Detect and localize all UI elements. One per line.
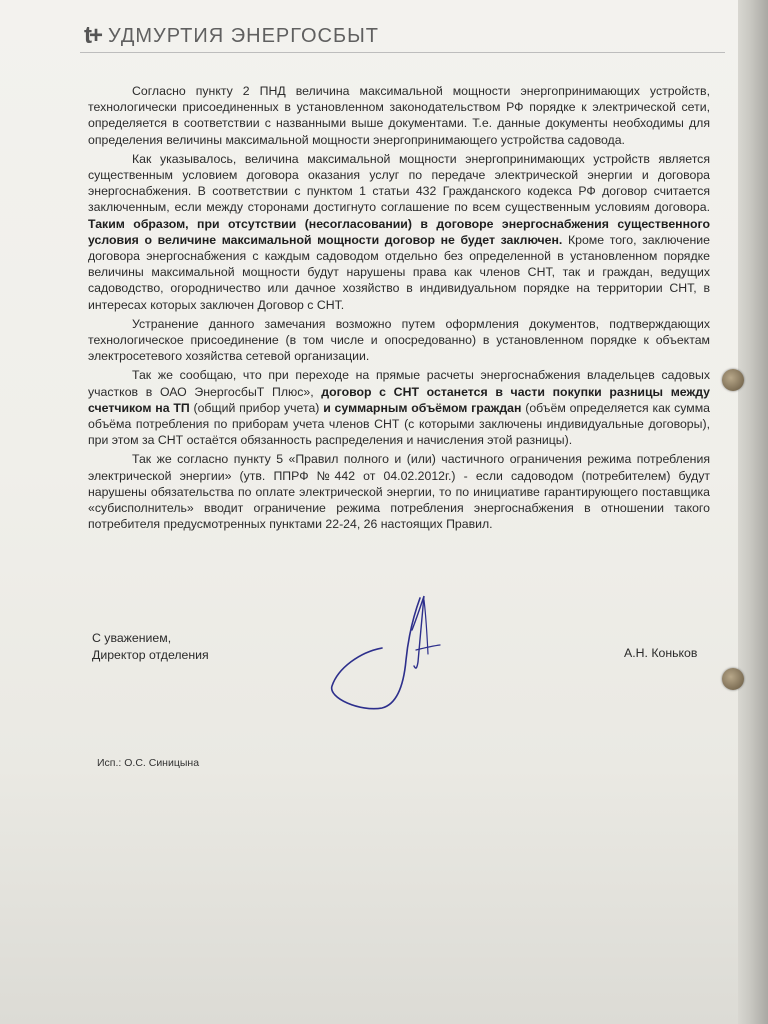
bold-volume-clause: и суммарным объёмом граждан	[323, 400, 522, 415]
punch-hole-bottom	[722, 668, 744, 690]
paragraph-1: Согласно пункту 2 ПНД величина максимальной мощности энергопринимающих устройств, технологически присоединенных в установленном законодательством РФ порядке к электрической сети, определяется в соответствии с названными выше документами. Т.е. данные документы необходимы для определения величины максимальной мощности энергопринимающего устройства садовода.	[88, 84, 710, 147]
bold-statement: Таким образом, при отсутствии (несогласовании) в договоре энергоснабжения существенного условия о величине максимальной мощности договор не будет заключен.	[88, 216, 710, 247]
company-logo	[84, 22, 379, 50]
paragraph-3: Устранение данного замечания возможно путем оформления документов, подтверждающих технологическое присоединение (в том числе и опосредованно) в установленном порядке к объектам электросетевого хозяйства сетевой организации.	[88, 316, 710, 364]
closing-block	[92, 630, 209, 664]
company-name: УДМУРТИЯ ЭНЕРГОСБЫТ	[108, 24, 380, 47]
paragraph-2: Как указывалось, величина максимальной мощности энергопринимающих устройств является существенным условием договора оказания услуг по передаче электрической энергии и договора энергоснабжения. В соответствии с пунктом 1 статьи 432 Гражданского кодекса РФ договор считается заключенным, если между сторонами достигнуто соглашение по всем существенным условиям договора. Таким образом, при отсутствии (несогласовании) в договоре энергоснабжения существенного условия о величине максимальной мощности договор не будет заключен. Кроме того, заключение договора энергоснабжения с каждым садоводом отдельно без определенной в установленном порядке величины максимальной мощности будут нарушены права как членов СНТ, так и граждан, ведущих садоводство, огородничество или дачное хозяйство в индивидуальном порядке на территории СНТ, в интересах которых заключен Договор с СНТ.	[88, 151, 710, 312]
executor-note: Исп.: О.С. Синицына	[97, 757, 200, 769]
header-divider	[80, 52, 725, 53]
paragraph-5: Так же согласно пункту 5 «Правил полного и (или) частичного ограничения режима потребления электрической энергии» (утв. ППРФ №442 от 04.02.2012г.) - если садоводом (потребителем) будут нарушены обязательства по оплате электрической энергии, то по инициативе гарантирующего поставщика «субисполнитель» вводит ограничение режима потребления энергоснабжения в отношении такого потребителя предусмотренных пунктами 22-24, 26 настоящих Правил.	[88, 452, 710, 532]
paragraph-4: Так же сообщаю, что при переходе на прямые расчеты энергоснабжения владельцев садовых участков в ОАО ЭнергосбыТ Плюс», договор с СНТ останется в части покупки разницы между счетчиком на ТП (общий прибор учета) и суммарным объёмом граждан (объём определяется как сумма объёма потребления по приборам учета членов СНТ (с которыми заключены индивидуальные договоры), при этом за СНТ остаётся обязанность распределения и начисления этой разницы).	[88, 368, 711, 448]
logo-mark-icon: t+	[84, 22, 101, 49]
punch-hole-top	[722, 369, 744, 391]
closing-regards: С уважением,	[92, 631, 172, 645]
bold-contract-clause: договор с СНТ останется в части покупки разницы между счетчиком на ТП	[88, 384, 710, 415]
letter-body	[88, 83, 710, 535]
closing-position: Директор отделения	[92, 648, 209, 662]
handwritten-signature	[320, 590, 450, 720]
page-edge	[738, 0, 768, 1024]
signatory-name: А.Н. Коньков	[624, 646, 698, 660]
